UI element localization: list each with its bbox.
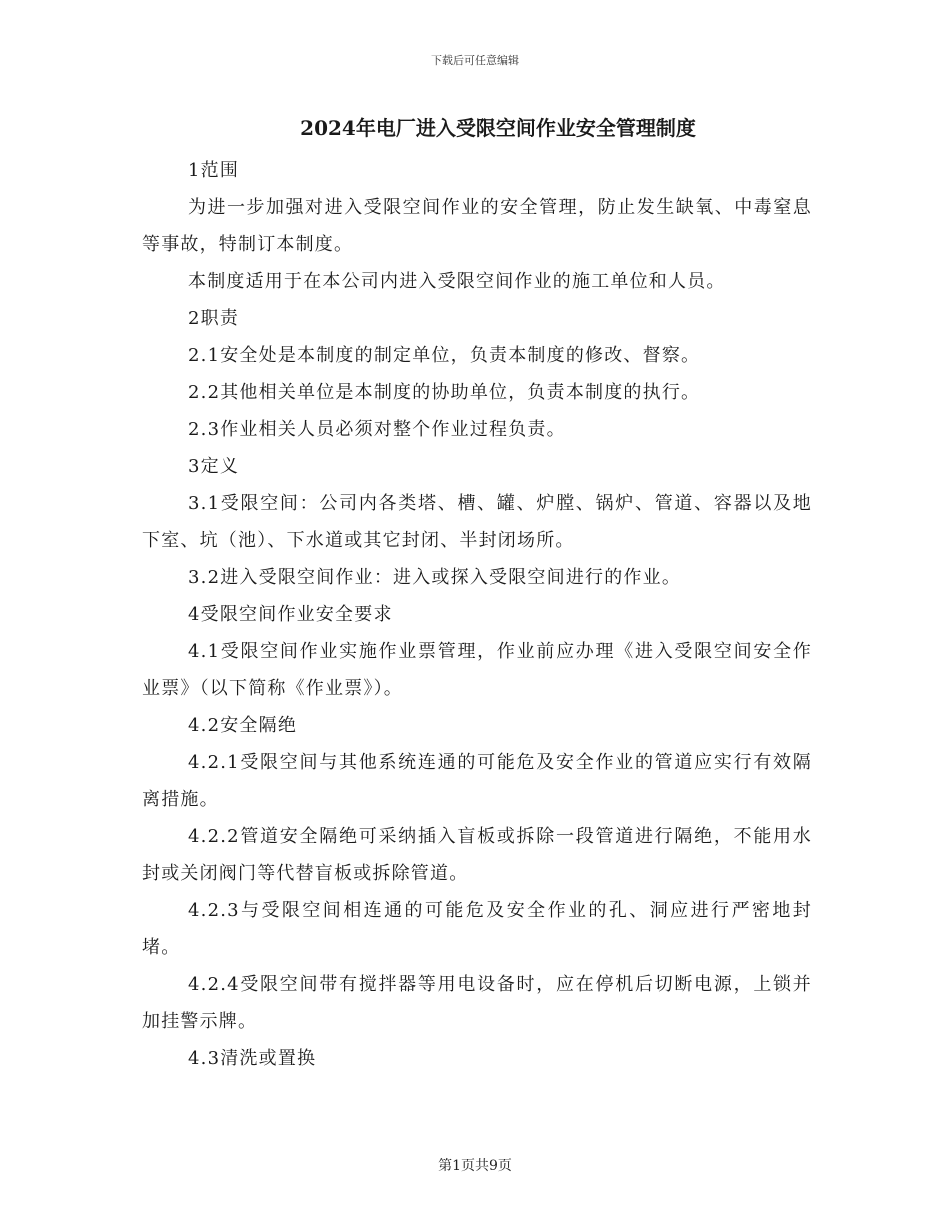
paragraph: 1范围	[188, 160, 240, 181]
paragraph: 3.1受限空间：公司内各类塔、槽、罐、炉膛、锅炉、管道、容器以及地下室、坑（池）、下水道或其它封闭、半封闭场所。	[142, 493, 812, 551]
document-title: 2024年电厂进入受限空间作业安全管理制度	[300, 116, 696, 140]
paragraph: 4.2.2管道安全隔绝可采纳插入盲板或拆除一段管道进行隔绝，不能用水封或关闭阀门等代替盲板或拆除管道。	[142, 826, 812, 884]
paragraph: 4.2.3与受限空间相连通的可能危及安全作业的孔、洞应进行严密地封堵。	[142, 900, 812, 958]
document-body	[142, 152, 812, 1077]
paragraph: 4.2安全隔绝	[188, 715, 298, 736]
paragraph: 2.2其他相关单位是本制度的协助单位，负责本制度的执行。	[188, 382, 701, 403]
paragraph: 本制度适用于在本公司内进入受限空间作业的施工单位和人员。	[188, 271, 726, 292]
paragraph: 4.2.4受限空间带有搅拌器等用电设备时，应在停机后切断电源，上锁并加挂警示牌。	[142, 974, 812, 1032]
paragraph: 4.2.1受限空间与其他系统连通的可能危及安全作业的管道应实行有效隔离措施。	[142, 752, 812, 810]
paragraph: 2职责	[188, 308, 240, 329]
paragraph: 4.3清洗或置换	[188, 1048, 317, 1069]
header-note: 下载后可任意编辑	[431, 54, 519, 67]
page-footer: 第1页共9页	[438, 1158, 512, 1174]
paragraph: 4.1受限空间作业实施作业票管理，作业前应办理《进入受限空间安全作业票》（以下简称《作业票》）。	[142, 641, 812, 699]
paragraph: 3定义	[188, 456, 240, 477]
paragraph: 2.3作业相关人员必须对整个作业过程负责。	[188, 419, 566, 440]
paragraph: 3.2进入受限空间作业：进入或探入受限空间进行的作业。	[188, 567, 682, 588]
paragraph: 2.1安全处是本制度的制定单位，负责本制度的修改、督察。	[188, 345, 701, 366]
paragraph: 4受限空间作业安全要求	[188, 604, 393, 625]
paragraph: 为进一步加强对进入受限空间作业的安全管理，防止发生缺氧、中毒窒息等事故，特制订本制度。	[142, 197, 812, 255]
